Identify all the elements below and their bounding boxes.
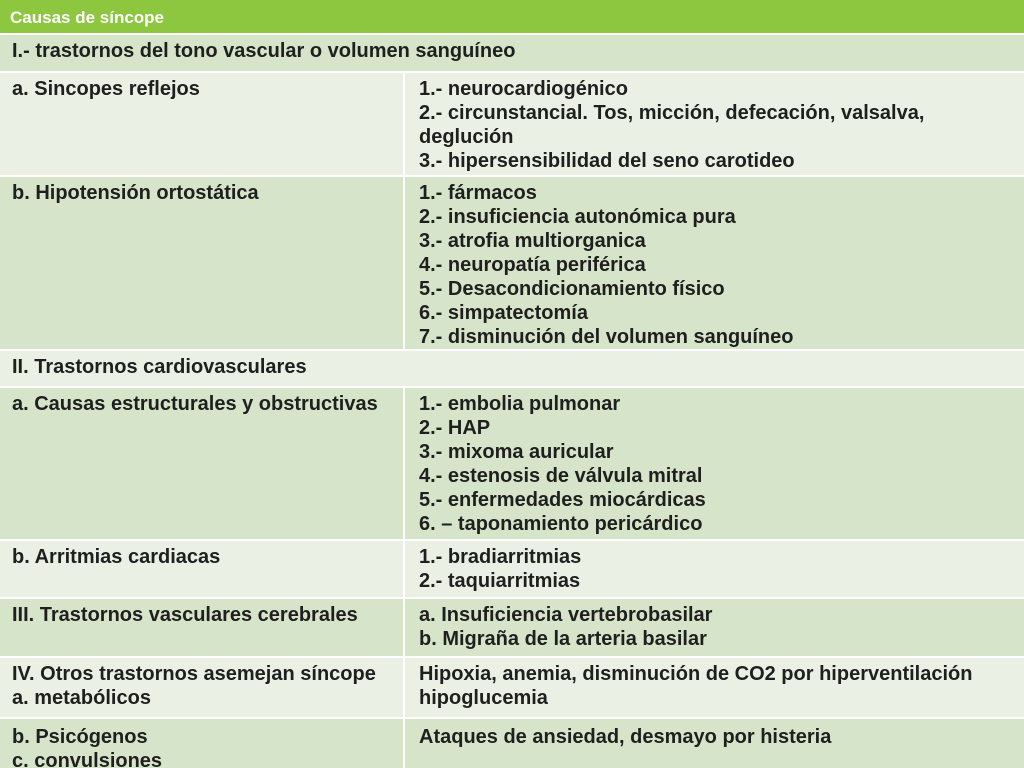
category-label: c. convulsiones — [12, 750, 163, 768]
category-cell — [0, 177, 403, 349]
table-row — [0, 177, 1024, 349]
cause-item: 5.- Desacondicionamiento físico — [419, 278, 725, 300]
cause-item: 2.- HAP — [419, 417, 491, 439]
table-header-row — [0, 0, 1024, 33]
cause-item: 6.- simpatectomía — [419, 302, 588, 324]
category-label: IV. Otros trastornos asemejan síncope — [12, 663, 376, 685]
cause-item: 4.- neuropatía periférica — [419, 254, 646, 276]
cause-item: 1.- embolia pulmonar — [419, 393, 621, 415]
causes-cell — [405, 719, 1024, 768]
section-cell — [0, 35, 1024, 71]
category-cell — [0, 599, 403, 656]
section-label: II. Trastornos cardiovasculares — [12, 356, 307, 378]
cause-item: 3.- hipersensibilidad del seno carotideo — [419, 150, 795, 172]
category-cell — [0, 658, 403, 717]
section-cell — [0, 351, 1024, 386]
cause-item: 7.- disminución del volumen sanguíneo — [419, 326, 794, 348]
cause-item: a. Insuficiencia vertebrobasilar — [419, 604, 713, 626]
cause-item: 3.- mixoma auricular — [419, 441, 614, 463]
table-row — [0, 35, 1024, 71]
table-title: Causas de síncope — [10, 8, 165, 27]
table-row — [0, 541, 1024, 597]
cause-item: 1.- bradiarritmias — [419, 546, 582, 568]
category-label: III. Trastornos vasculares cerebrales — [12, 604, 358, 626]
category-cell — [0, 719, 403, 768]
category-label: b. Hipotensión ortostática — [12, 182, 259, 204]
cause-item: Ataques de ansiedad, desmayo por histeria — [419, 726, 832, 748]
causes-cell — [405, 177, 1024, 349]
table-row — [0, 719, 1024, 768]
table-row — [0, 658, 1024, 717]
causes-cell — [405, 541, 1024, 597]
table-row — [0, 388, 1024, 539]
table-row — [0, 73, 1024, 175]
cause-item: b. Migraña de la arteria basilar — [419, 628, 707, 650]
causes-cell — [405, 73, 1024, 175]
cause-item: 4.- estenosis de válvula mitral — [419, 465, 703, 487]
category-label: a. Sincopes reflejos — [12, 78, 200, 100]
section-label: I.- trastornos del tono vascular o volumen sanguíneo — [12, 40, 516, 62]
cause-item: 2.- circunstancial. Tos, micción, defecación, valsalva, deglución — [419, 102, 925, 148]
table-row — [0, 599, 1024, 656]
category-label: b. Psicógenos — [12, 726, 148, 748]
category-label: b. Arritmias cardiacas — [12, 546, 221, 568]
cause-item: hipoglucemia — [419, 687, 548, 709]
category-cell — [0, 73, 403, 175]
cause-item: 2.- taquiarritmias — [419, 570, 581, 592]
table-row — [0, 351, 1024, 386]
cause-item: 2.- insuficiencia autonómica pura — [419, 206, 736, 228]
cause-item: 6. – taponamiento pericárdico — [419, 513, 703, 535]
cause-item: 1.- neurocardiogénico — [419, 78, 628, 100]
cause-item: 3.- atrofia multiorganica — [419, 230, 646, 252]
category-label: a. metabólicos — [12, 687, 151, 709]
category-label: a. Causas estructurales y obstructivas — [12, 393, 378, 415]
causes-cell — [405, 388, 1024, 539]
cause-item: 5.- enfermedades miocárdicas — [419, 489, 706, 511]
causes-cell — [405, 658, 1024, 717]
category-cell — [0, 388, 403, 539]
table-header-cell — [0, 0, 1024, 33]
cause-item: Hipoxia, anemia, disminución de CO2 por hiperventilación — [419, 663, 973, 685]
cause-item: 1.- fármacos — [419, 182, 537, 204]
category-cell — [0, 541, 403, 597]
causes-cell — [405, 599, 1024, 656]
